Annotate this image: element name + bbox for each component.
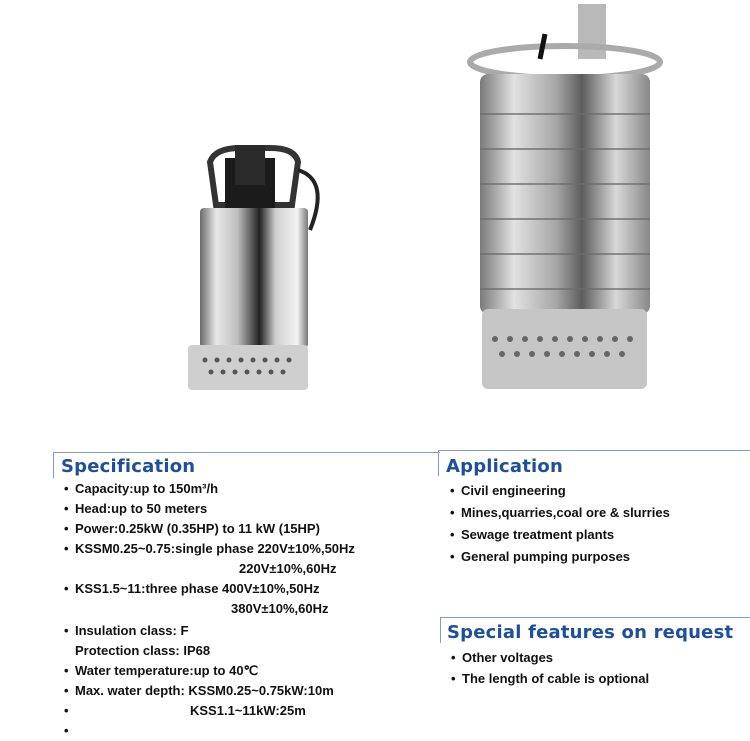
- specification-title: Specification: [61, 456, 196, 477]
- list-item: • Mines,quarries,coal ore & slurries: [448, 502, 670, 524]
- spec-side-rule: [53, 452, 54, 478]
- large-pump-image: [460, 4, 670, 399]
- list-item: • The length of cable is optional: [449, 668, 649, 689]
- list-item: • Capacity:up to 150m³/h: [62, 479, 355, 499]
- special-top-rule: [440, 617, 750, 618]
- list-item: • Water temperature:up to 40℃: [62, 661, 355, 681]
- list-item: • Head:up to 50 meters: [62, 499, 355, 519]
- list-item: • Sewage treatment plants: [448, 524, 670, 546]
- list-item: • Civil engineering: [448, 480, 670, 502]
- list-item-continuation: Protection class: IP68: [75, 643, 211, 658]
- application-side-rule: [438, 450, 439, 476]
- application-top-rule: [438, 450, 750, 451]
- list-item-continuation: 220V±10%,60Hz: [239, 561, 337, 576]
- list-item: • Insulation class: F: [62, 621, 355, 641]
- list-item-continuation: 380V±10%,60Hz: [231, 601, 329, 616]
- list-item: • KSSM0.25~0.75:single phase 220V±10%,50Hz: [62, 539, 355, 559]
- small-pump-image: [180, 140, 330, 395]
- special-features-title: Special features on request: [447, 622, 734, 643]
- special-features-list: [449, 647, 649, 689]
- list-item: • Max. water depth: KSSM0.25~0.75kW:10m: [62, 681, 355, 701]
- special-side-rule: [440, 617, 441, 643]
- list-item: • KSS1.5~11:three phase 400V±10%,50Hz: [62, 579, 355, 599]
- list-item: • General pumping purposes: [448, 546, 670, 568]
- application-title: Application: [446, 456, 564, 477]
- spec-top-rule: [53, 452, 440, 453]
- list-item: [62, 721, 355, 741]
- specification-list: [62, 479, 355, 741]
- list-item: • KSS1.1~11kW:25m: [62, 701, 355, 721]
- list-item: • Other voltages: [449, 647, 649, 668]
- application-list: [448, 480, 670, 568]
- list-item: • Power:0.25kW (0.35HP) to 11 kW (15HP): [62, 519, 355, 539]
